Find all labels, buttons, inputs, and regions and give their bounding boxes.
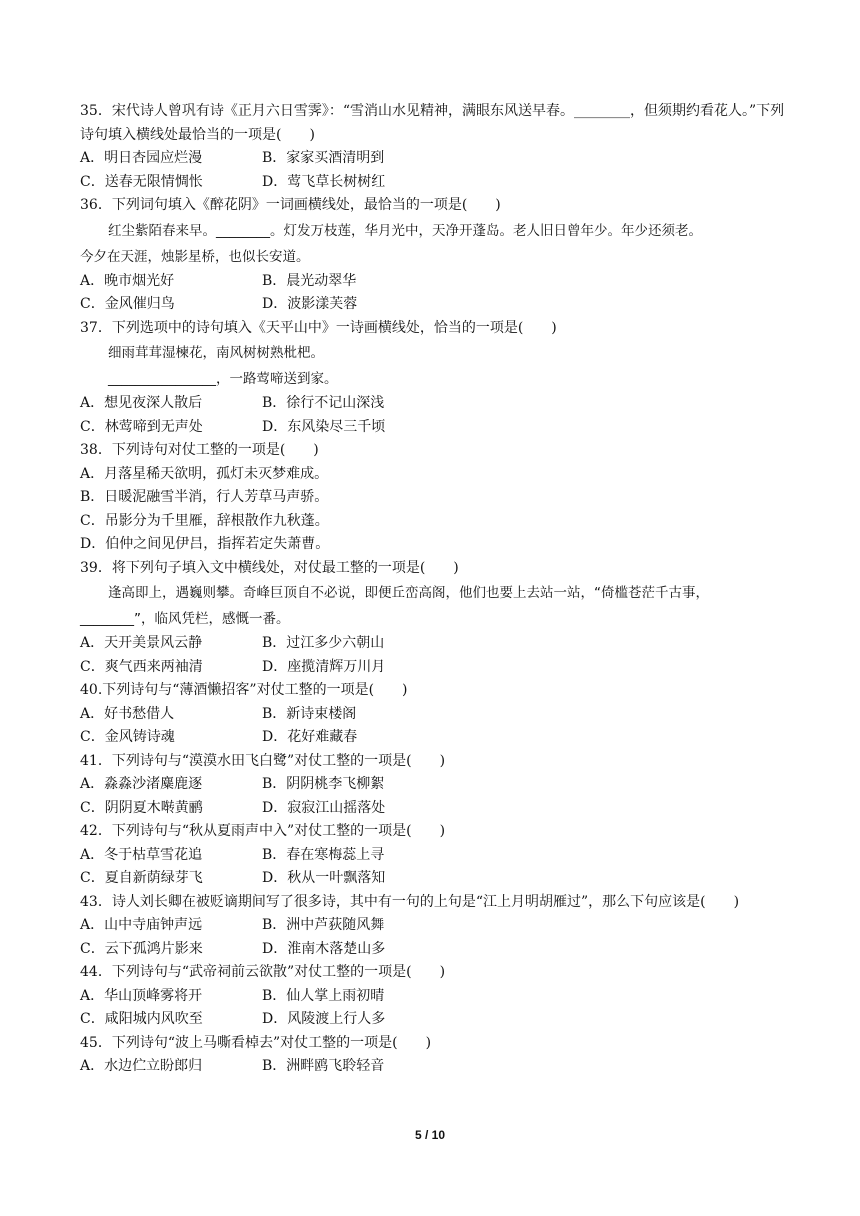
question-39-options-row-1 [80, 632, 785, 656]
option-a: A．晚市烟光好 [80, 272, 175, 289]
option-b: B．春在寒梅蕊上寻 [262, 846, 385, 863]
question-41-options-row-2 [80, 797, 785, 821]
option-a: A．天开美景风云静 [80, 635, 203, 651]
question-44-options-row-2 [80, 1008, 785, 1032]
option-b: B．洲中芦荻随风舞 [262, 917, 385, 933]
question-37-stem: 37．下列选项中的诗句填入《天平山中》一诗画横线处，恰当的一项是( ) [80, 319, 557, 336]
question-45-stem: 45．下列诗句“波上马嘶看棹去”对仗工整的一项是( ) [80, 1034, 432, 1051]
option-c: C．林莺啼到无声处 [80, 418, 203, 435]
page-number: 5 / 10 [414, 1128, 446, 1142]
option-b: B．仙人掌上雨初晴 [262, 987, 385, 1004]
question-41-options-row-1 [80, 773, 785, 797]
question-36-options-row-2 [80, 293, 785, 317]
option-c: C．咸阳城内风吹至 [80, 1011, 203, 1027]
question-37-options-row-1 [80, 392, 785, 416]
option-a: A．冬于枯草雪花追 [80, 846, 203, 863]
option-c: C．云下孤鸿片影来 [80, 940, 203, 957]
option-d: D．东风染尽三千顷 [262, 418, 386, 435]
question-40-stem: 40.下列诗句与“薄酒懒招客”对仗工整的一项是( ) [80, 682, 408, 698]
question-39-quote-line-2: ________”，临风凭栏，感慨一番。 [80, 611, 290, 627]
option-b: B．阴阴桃李飞柳絮 [262, 776, 385, 792]
option-d: D．花好难藏春 [262, 729, 358, 745]
option-c: C．送春无限情惆怅 [80, 173, 203, 190]
question-39-options-row-2 [80, 656, 785, 680]
question-40-options-row-1 [80, 703, 785, 727]
question-41-stem: 41．下列诗句与“漠漠水田飞白鹭”对仗工整的一项是( ) [80, 752, 446, 769]
option-c: C．吊影分为千里雁，辞根散作九秋蓬。 [80, 512, 329, 529]
question-43-stem: 43．诗人刘长卿在被贬谪期间写了很多诗，其中有一句的上句是“江上月明胡雁过”，那么下句应该是( ) [80, 893, 740, 910]
option-d: D．淮南木落楚山多 [262, 940, 386, 957]
document-body [80, 100, 785, 1079]
question-42-options-row-1 [80, 844, 785, 868]
option-d: D．风陵渡上行人多 [262, 1011, 386, 1027]
question-44-options-row-1 [80, 985, 785, 1009]
option-b: B．洲畔鸥飞聆轻音 [262, 1058, 385, 1074]
option-a: A．华山顶峰雾将开 [80, 987, 203, 1004]
option-b: B．日暖泥融雪半消，行人芳草马声骄。 [80, 489, 329, 505]
question-37-quote-line-1: 细雨茸茸湿楝花，南风树树熟枇杷。 [108, 345, 324, 361]
option-d: D．寂寂江山摇落处 [262, 799, 386, 816]
question-39-stem: 39．将下列句子填入文中横线处，对仗最工整的一项是( ) [80, 559, 459, 576]
question-42-options-row-2 [80, 867, 785, 891]
option-a: A．月落星稀天欲明，孤灯未灭梦难成。 [80, 465, 329, 482]
option-d: D．伯仲之间见伊吕，指挥若定失萧曹。 [80, 536, 330, 552]
question-37-quote-line-2: ________________，一路莺啼送到家。 [108, 371, 338, 387]
option-a: A．明日杏园应烂漫 [80, 150, 203, 166]
question-44-stem: 44．下列诗句与“武帝祠前云欲散”对仗工整的一项是( ) [80, 964, 446, 980]
option-a: A．淼淼沙渚麋鹿逐 [80, 776, 203, 792]
question-37-options-row-2 [80, 416, 785, 440]
question-36-quote-line-2: 今夕在天涯，烛影星桥，也似长安道。 [80, 248, 310, 265]
question-42-stem: 42．下列诗句与“秋从夏雨声中入”对仗工整的一项是( ) [80, 823, 446, 839]
option-b: B．晨光动翠华 [262, 272, 357, 289]
option-a: A．水边伫立盼郎归 [80, 1058, 203, 1074]
option-a: A．好书愁借人 [80, 705, 175, 722]
question-40-options-row-2 [80, 726, 785, 750]
question-39-quote-line-1: 逢高即上，遇巍则攀。奇峰巨顶自不必说，即便丘峦高阁，他们也要上去站一站，“倚槛苍茫千古事， [108, 585, 709, 601]
question-36-stem: 36．下列词句填入《醉花阴》一词画横线处，最恰当的一项是( ) [80, 197, 501, 213]
option-b: B．徐行不记山深浅 [262, 395, 385, 411]
question-43-options-row-1 [80, 914, 785, 938]
option-a: A．想见夜深人散后 [80, 395, 203, 411]
option-b: B．新诗束楼阁 [262, 705, 357, 722]
question-45-options-row-1 [80, 1055, 785, 1079]
question-36-options-row-1 [80, 270, 785, 294]
option-c: C．爽气西来两袖清 [80, 658, 203, 675]
option-d: D．莺飞草长树树红 [262, 173, 386, 190]
option-c: C．金风铸诗魂 [80, 729, 175, 745]
option-d: D．秋从一叶飘落知 [262, 870, 386, 886]
option-d: D．波影漾芙蓉 [262, 296, 358, 312]
question-35-stem: 35．宋代诗人曾巩有诗《正月六日雪霁》：“雪消山水见精神，满眼东风送早春。________，但须期约看花人。”下列诗句填入横线处最恰当的一项是( ) [80, 103, 785, 143]
option-b: B．过江多少六朝山 [262, 635, 385, 651]
option-a: A．山中寺庙钟声远 [80, 917, 203, 933]
question-38-stem: 38．下列诗句对仗工整的一项是( ) [80, 442, 319, 458]
question-36-quote-line-1: 红尘紫陌春来早。________。灯发万枝莲，华月光中，天净开蓬岛。老人旧日曾年少。年少还须老。 [108, 222, 702, 239]
option-c: C．夏自新荫绿芽飞 [80, 870, 203, 886]
question-43-options-row-2 [80, 938, 785, 962]
question-35-options-row-1 [80, 147, 785, 171]
option-b: B．家家买酒清明到 [262, 150, 385, 166]
question-35-options-row-2 [80, 171, 785, 195]
option-d: D．座揽清辉万川月 [262, 658, 386, 675]
option-c: C．金风催归鸟 [80, 296, 175, 312]
option-c: C．阴阴夏木啭黄鹂 [80, 799, 203, 816]
